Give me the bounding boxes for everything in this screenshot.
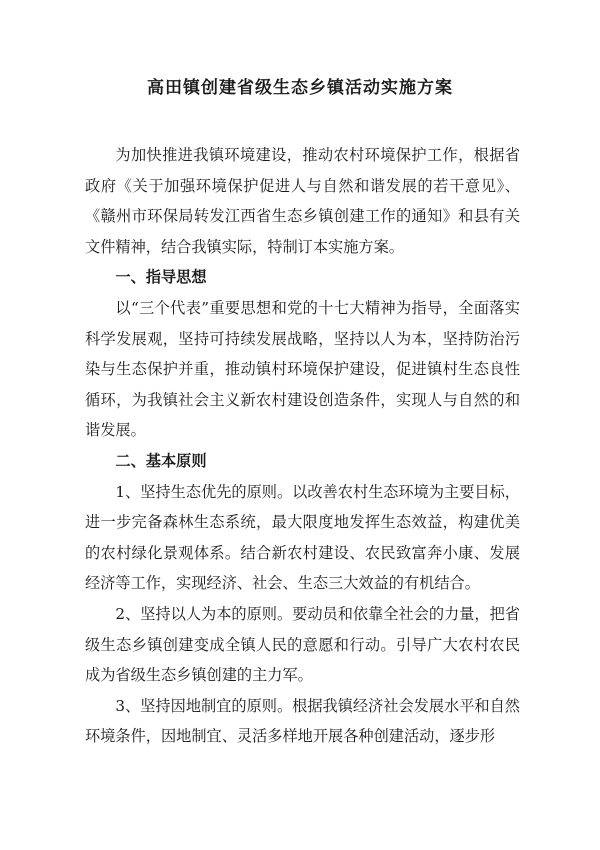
guiding-ideology-paragraph: 以“三个代表”重要思想和党的十七大精神为指导，全面落实科学发展观，坚持可持续发展战略，坚持以人为本，坚持防治污染与生态保护并重，推动镇村环境保护建设，促进镇村生态良性循环，为我镇社会主义新农村建设创造条件，实现人与自然的和谐发展。 xyxy=(85,298,520,440)
intro-paragraph: 为加快推进我镇环境建设，推动农村环境保护工作，根据省政府《关于加强环境保护促进人与自然和谐发展的若干意见》、《赣州市环保局转发江西省生态乡镇创建工作的通知》和县有关文件精神，结合我镇实际，特制订本实施方案。 xyxy=(85,146,520,256)
section-heading-guiding-ideology: 一、指导思想 xyxy=(115,268,207,287)
section-heading-basic-principles: 二、基本原则 xyxy=(115,451,207,470)
principle-paragraph-3: 3、坚持因地制宜的原则。根据我镇经济社会发展水平和自然环境条件，因地制宜、灵活多样地开展各种创建活动，逐步形 xyxy=(85,696,520,746)
principle-paragraph-1: 1、坚持生态优先的原则。以改善农村生态环境为主要目标，进一步完备森林生态系统，最大限度地发挥生态效益，构建优美的农村绿化景观体系。结合新农村建设、农民致富奔小康、发展经济等工作，实现经济、社会、生态三大效益的有机结合。 xyxy=(85,482,520,593)
document-title: 高田镇创建省级生态乡镇活动实施方案 xyxy=(147,78,453,98)
document-body xyxy=(85,140,520,752)
principle-paragraph-2: 2、坚持以人为本的原则。要动员和依靠全社会的力量，把省级生态乡镇创建变成全镇人民的意愿和行动。引导广大农村农民成为省级生态乡镇创建的主力军。 xyxy=(85,604,520,685)
